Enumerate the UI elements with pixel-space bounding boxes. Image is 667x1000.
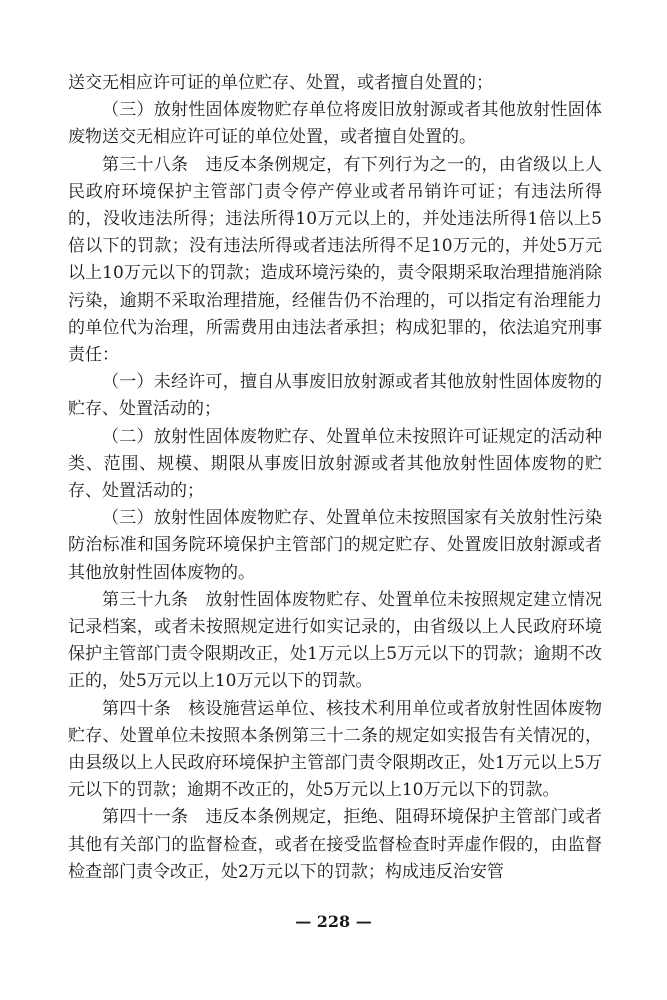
article-38-item-3: （三）放射性固体废物贮存、处置单位未按照国家有关放射性污染防治标准和国务院环境保护主管部门的规定贮存、处置废旧放射源或者其他放射性固体废物的。 <box>68 508 602 583</box>
article-38: 第三十八条 违反本条例规定，有下列行为之一的，由省级以上人民政府环境保护主管部门责令停产停业或者吊销许可证；有违法所得的，没收违法所得；违法所得10万元以上的，并处违法所得1倍以上5倍以下的罚款；没有违法所得或者违法所得不足10万元的，并处5万元以上10万元以下的罚款；造成环境污染的，责令限期采取治理措施消除污染，逾期不采取治理措施，经催告仍不治理的，可以指定有治理能力的单位代为治理，所需费用由违法者承担；构成犯罪的，依法追究刑事责任： <box>68 154 602 366</box>
article-39: 第三十九条 放射性固体废物贮存、处置单位未按照规定建立情况记录档案，或者未按照规定进行如实记录的，由省级以上人民政府环境保护主管部门责令限期改正，处1万元以上5万元以下的罚款；逾期不改正的，处5万元以上10万元以下的罚款。 <box>68 589 602 692</box>
paragraph-item-3-disposal: （三）放射性固体废物贮存单位将废旧放射源或者其他放射性固体废物送交无相应许可证的单位处置，或者擅自处置的。 <box>68 100 602 148</box>
article-40: 第四十条 核设施营运单位、核技术利用单位或者放射性固体废物贮存、处置单位未按照本条例第三十二条的规定如实报告有关情况的，由县级以上人民政府环境保护主管部门责令限期改正，处1万元以上5万元以下的罚款；逾期不改正的，处5万元以上10万元以下的罚款。 <box>68 698 602 801</box>
article-38-item-1: （一）未经许可，擅自从事废旧放射源或者其他放射性固体废物的贮存、处置活动的； <box>68 372 602 420</box>
page-number: — 228 — <box>295 912 372 931</box>
article-41: 第四十一条 违反本条例规定，拒绝、阻碍环境保护主管部门或者其他有关部门的监督检查，或者在接受监督检查时弄虚作假的，由监督检查部门责令改正，处2万元以下的罚款；构成违反治安管 <box>68 807 602 882</box>
paragraph-continuation: 送交无相应许可证的单位贮存、处置，或者擅自处置的； <box>68 73 493 93</box>
document-body <box>68 70 602 886</box>
article-38-item-2: （二）放射性固体废物贮存、处置单位未按照许可证规定的活动种类、范围、规模、期限从事废旧放射源或者其他放射性固体废物的贮存、处置活动的； <box>68 426 602 502</box>
